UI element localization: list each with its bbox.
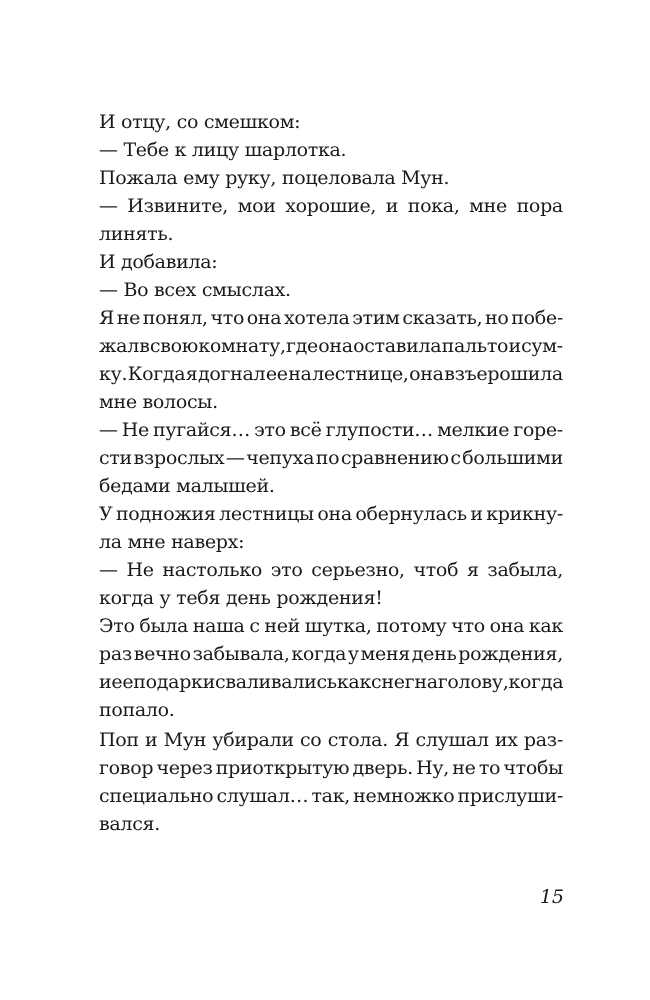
paragraph bbox=[99, 612, 563, 724]
text-line: И отцу, со смешком: bbox=[99, 111, 301, 133]
paragraph bbox=[99, 304, 563, 416]
paragraph bbox=[99, 276, 563, 304]
paragraph bbox=[99, 556, 563, 612]
text-line: жал в свою комнату, где она оставила пальто и сум- bbox=[99, 335, 563, 357]
text-line: — Не настолько это серьезно, чтоб я забыла, bbox=[99, 559, 563, 581]
text-line: специально слушал… так, немножко прислуши- bbox=[99, 785, 563, 807]
paragraph bbox=[99, 108, 563, 136]
text-line: попало. bbox=[99, 699, 175, 721]
text-line: И добавила: bbox=[99, 251, 218, 273]
text-line: Поп и Мун убирали со стола. Я слушал их раз- bbox=[99, 729, 563, 751]
text-line: Пожала ему руку, поцеловала Мун. bbox=[99, 167, 450, 189]
paragraph bbox=[99, 164, 563, 192]
text-line: ку. Когда я догнал ее на лестнице, она взъерошила bbox=[99, 363, 563, 385]
text-line: и ее подарки сваливались как снег на голову, когда bbox=[99, 671, 564, 693]
text-line: вался. bbox=[99, 813, 160, 835]
paragraph bbox=[99, 500, 563, 556]
text-line: — Тебе к лицу шарлотка. bbox=[99, 139, 347, 161]
text-section-a bbox=[99, 108, 563, 724]
text-line: У подножия лестницы она обернулась и крикну- bbox=[99, 503, 563, 525]
text-line: — Извините, мои хорошие, и пока, мне пора bbox=[99, 195, 563, 217]
page-number: 15 bbox=[539, 886, 564, 908]
text-line: когда у тебя день рождения! bbox=[99, 587, 383, 609]
text-line: линять. bbox=[99, 223, 174, 245]
paragraph bbox=[99, 248, 563, 276]
text-line: сти взрослых — чепуха по сравнению с большими bbox=[99, 447, 563, 469]
text-section-b bbox=[99, 726, 563, 838]
paragraph bbox=[99, 136, 563, 164]
text-line: бедами малышей. bbox=[99, 475, 275, 497]
text-line: раз вечно забывала, когда у меня день рождения, bbox=[99, 643, 563, 665]
paragraph bbox=[99, 726, 563, 838]
paragraph bbox=[99, 192, 563, 248]
text-line: говор через приоткрытую дверь. Ну, не то чтобы bbox=[99, 757, 563, 779]
text-line: — Во всех смыслах. bbox=[99, 279, 291, 301]
text-line: Я не понял, что она хотела этим сказать, но побе- bbox=[99, 307, 563, 329]
paragraph bbox=[99, 416, 563, 500]
text-line: мне волосы. bbox=[99, 391, 218, 413]
text-line: — Не пугайся… это всё глупости… мелкие горе- bbox=[99, 419, 563, 441]
text-line: ла мне наверх: bbox=[99, 531, 245, 553]
text-line: Это была наша с ней шутка, потому что она как bbox=[99, 615, 563, 637]
